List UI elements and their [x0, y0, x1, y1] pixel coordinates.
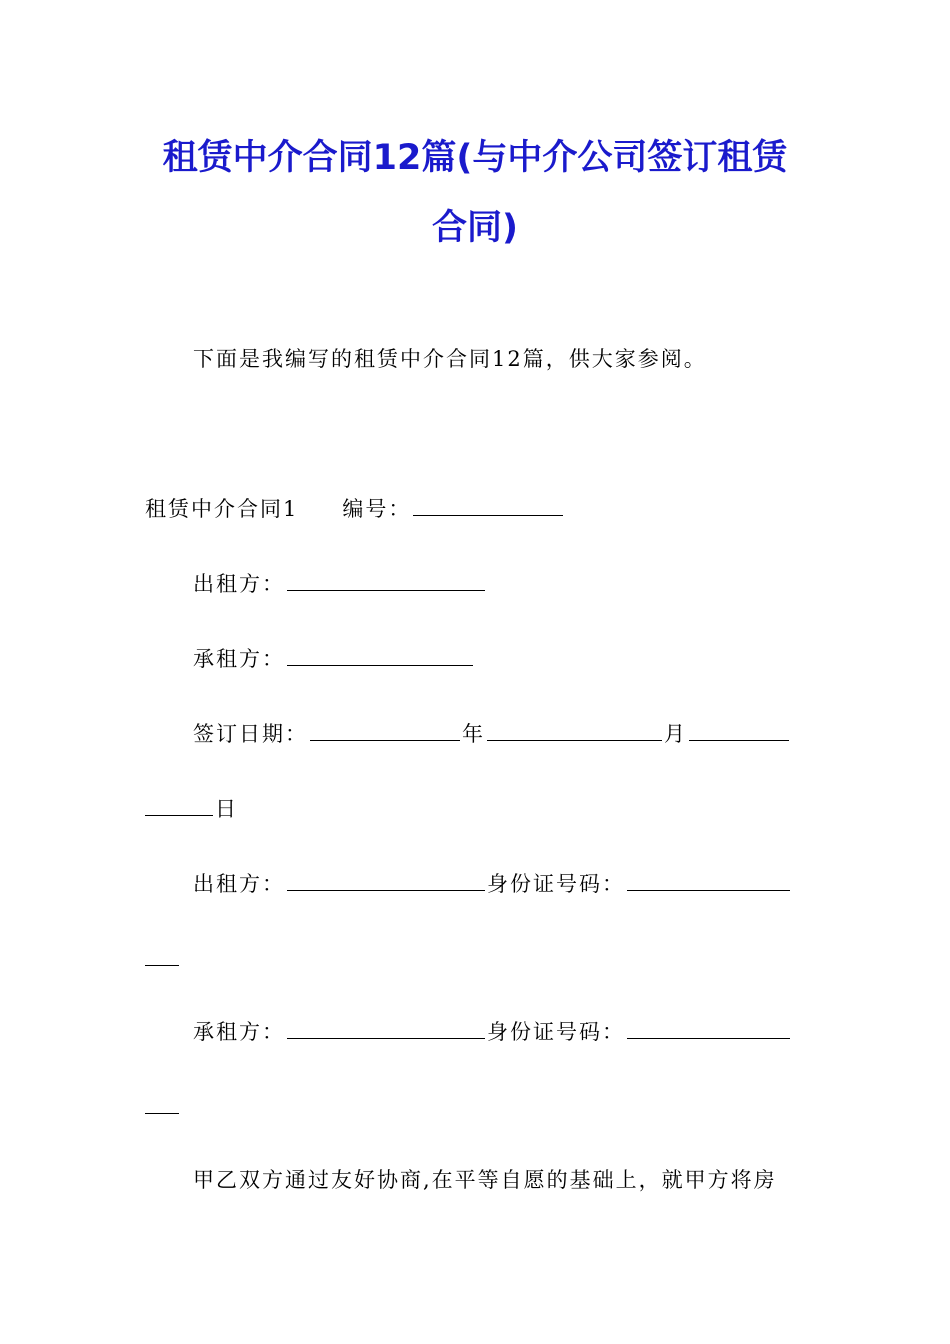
sign-date-row — [193, 719, 791, 749]
lessor-name-blank[interactable] — [287, 870, 485, 891]
number-blank[interactable] — [413, 495, 563, 516]
day-blank-part2[interactable] — [145, 795, 213, 816]
month-blank[interactable] — [487, 720, 662, 741]
month-label: 月 — [664, 722, 687, 746]
lessee-blank[interactable] — [287, 645, 473, 666]
lessor-id-label: 身份证号码： — [487, 872, 625, 896]
day-label: 日 — [215, 797, 238, 821]
lessee-id-row-cont — [145, 1092, 181, 1122]
intro-paragraph: 下面是我编写的租赁中介合同12篇，供大家参阅。 — [193, 347, 707, 371]
year-label: 年 — [462, 722, 485, 746]
lessee-id-row — [193, 1017, 792, 1047]
lessor-id-row-cont — [145, 944, 181, 974]
lessor-id-row — [193, 869, 792, 899]
lessor-label: 出租方： — [193, 572, 285, 596]
lessor-id-blank-part1[interactable] — [627, 870, 790, 891]
lessor-blank[interactable] — [287, 570, 485, 591]
lessee-row — [193, 644, 475, 674]
sign-date-label: 签订日期： — [193, 722, 308, 746]
document-title-line2: 合同) — [432, 208, 518, 248]
lessee-id-blank-part1[interactable] — [627, 1018, 790, 1039]
lessee-label-2: 承租方： — [193, 1020, 285, 1044]
lessor-id-blank-part2[interactable] — [145, 945, 179, 966]
day-blank-part1[interactable] — [689, 720, 789, 741]
lessee-label: 承租方： — [193, 647, 285, 671]
lessee-id-label: 身份证号码： — [487, 1020, 625, 1044]
lessee-id-blank-part2[interactable] — [145, 1093, 179, 1114]
lessor-row — [193, 569, 487, 599]
year-blank[interactable] — [310, 720, 460, 741]
number-label: 编号： — [342, 497, 412, 521]
sign-date-row-cont — [145, 794, 238, 824]
contract-heading: 租赁中介合同1 — [145, 497, 299, 521]
document-title-line1: 租赁中介合同12篇(与中介公司签订租赁 — [162, 138, 788, 178]
lessee-name-blank[interactable] — [287, 1018, 485, 1039]
body-paragraph-start: 甲乙双方通过友好协商,在平等自愿的基础上，就甲方将房 — [193, 1168, 777, 1192]
contract-heading-row — [145, 494, 565, 524]
lessor-label-2: 出租方： — [193, 872, 285, 896]
